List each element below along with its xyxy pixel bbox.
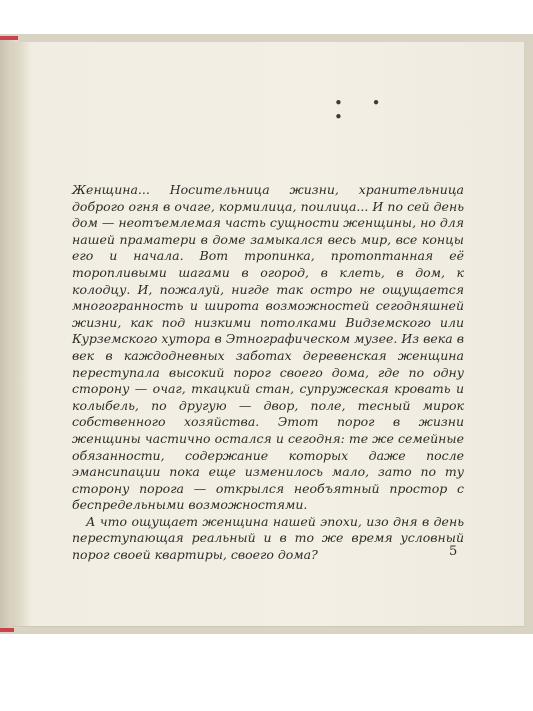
section-ornament: • • •: [334, 94, 393, 126]
paragraph-2: А что ощущает женщина нашей эпохи, изо дня в день переступающая реальный и в то же время условный порог своей квартиры, своего дома?: [72, 513, 464, 563]
page-gutter: [12, 42, 30, 626]
body-text: [72, 182, 464, 564]
page-number: 5: [449, 544, 458, 559]
paragraph-1: Женщина... Носительница жизни, хранительница доброго огня в очаге, кормилица, поилица... И по сей день дом — неотъемлемая часть сущности женщины, но для нашей праматери в доме замыкался весь мир, все концы его и начала. Вот тропинка, протоптанная её торопливыми шагами в огород, в клеть, в дом, к колодцу. И, пожалуй, нигде так остро не ощущается многогранность и широта возможностей сегодняшней жизни, как под низкими потолками Видземского или Курземского хутора в Этнографическом музее. Из века в век в каждодневных заботах деревенская женщина переступала высокий порог своего дома, где по одну сторону — очаг, ткацкий стан, супружеская кровать и колыбель, по другую — двор, поле, тесный мирок собственного хозяйства. Этот порог в жизни женщины частично остался и сегодня: те же семейные обязанности, содержание которых даже после эмансипации пока еще изменилось мало, зато по ту сторону порога — открылся необъятный простор с беспредельными возможностями.: [72, 182, 464, 513]
